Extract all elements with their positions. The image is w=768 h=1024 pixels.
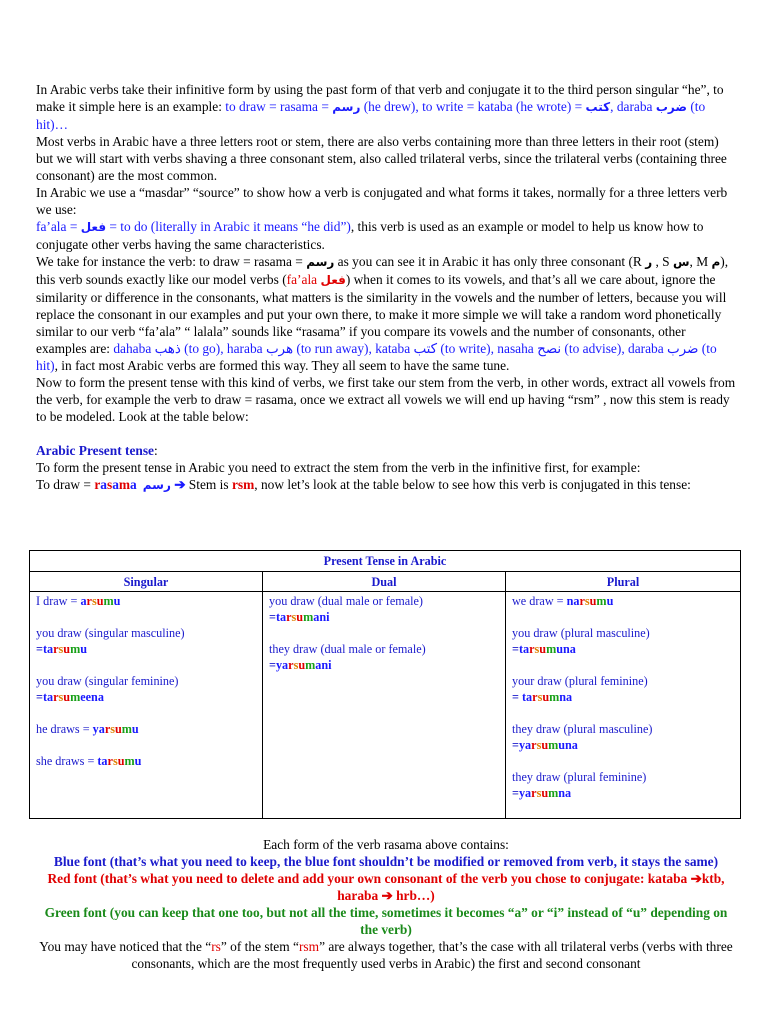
intro-paragraph-2: Most verbs in Arabic have a three letters root or stem, there are also verbs containing more than three letters in their root (stem) but we will start with verbs shaving a three consonant stem, also called trilateral verbs, since the trilateral verbs (containing three consonant) are the most common. [36, 134, 727, 183]
form-equals: = [269, 610, 276, 624]
present-tense-heading: Arabic Present tense [36, 443, 155, 458]
last-b: ” of the stem “ [220, 939, 299, 954]
plural-form [512, 593, 734, 609]
singular-form [36, 721, 256, 737]
footer-last [36, 938, 736, 972]
arabic-faala: فعل [80, 220, 107, 234]
form-label: you draw (singular feminine) [36, 674, 179, 688]
example-write: (he drew), to write = kataba (he wrote) = [360, 99, 586, 114]
p5-d: , M [689, 254, 712, 269]
p8-c: , now let’s look at the table below to see how this verb is conjugated in this tense: [254, 477, 691, 492]
example-draw: to draw = rasama = [225, 99, 333, 114]
conjugated-word: tarsumuna [518, 642, 576, 656]
form-label: I draw = [36, 594, 81, 608]
last-c: ” are always together, that’s the case with all trilateral verbs (verbs with three consonants, which are the most frequently used verbs in Arabic) the first and second consonant [131, 939, 733, 971]
intro-paragraph-6: Now to form the present tense with this kind of verbs, we first take our stem from the verb, in other words, extract all vowels from the verb, for example the verb to draw = rasama, once we extract all vowels we will end up having “rsm” , now this stem is ready to be modeled. Look at the table below: [36, 375, 736, 424]
arabic-rasama-3: رسم [142, 478, 171, 492]
singular-form [36, 625, 256, 657]
conjugated-word: narsumu [566, 594, 614, 608]
section-paragraph-2 [36, 476, 736, 494]
example-daraba: , daraba [610, 99, 656, 114]
singular-column [30, 592, 263, 819]
arabic-faala-red: فعل [320, 273, 346, 287]
dual-form [269, 641, 499, 673]
conjugated-word: arsumu [80, 594, 121, 608]
conjugated-word: yarsumani [275, 658, 332, 672]
p8-b: Stem is [188, 477, 232, 492]
conjugated-word: yarsumna [518, 786, 572, 800]
form-label: you draw (singular masculine) [36, 626, 185, 640]
conjugated-word: tarsumeena [42, 690, 104, 704]
plural-form [512, 673, 734, 705]
arabic-kataba: كتب [585, 100, 611, 114]
form-label: they draw (dual male or female) [269, 642, 426, 656]
form-equals: = [36, 642, 43, 656]
form-label: they draw (plural masculine) [512, 722, 653, 736]
form-equals: = [512, 690, 522, 704]
header-plural: Plural [506, 572, 741, 592]
p5-a: We take for instance the verb: to draw = rasama = [36, 254, 307, 269]
p5-f: ) when it comes to its vowels, and that’s all we care about, ignore the similarity or difference in the consonants, what matters is the similarity in the vowels and the number of letters, because you will replace the consonant in our examples and put your own there, to make it more simple we will take a random word phonetically similar to our verb “fa’ala” “ lalala” sounds like “rasama” if you compare its vowels and the number of consonants, other examples are: [36, 272, 727, 356]
conjugated-word: tarsumu [97, 754, 142, 768]
conjugated-word: yarsumu [92, 722, 139, 736]
arabic-letter-s: س [672, 255, 690, 269]
singular-form [36, 753, 256, 769]
arabic-rasama: رسم [332, 100, 361, 114]
conjugation-table [29, 550, 741, 819]
intro-paragraph-5 [36, 253, 736, 374]
intro-text [36, 81, 736, 494]
form-label: your draw (plural feminine) [512, 674, 648, 688]
faala-label: fa’ala = [36, 219, 81, 234]
singular-form [36, 593, 256, 609]
arrow-icon: ➔ [170, 477, 189, 492]
plural-form [512, 769, 734, 801]
last-rs: rs [211, 939, 221, 954]
footer-intro: Each form of the verb rasama above contains: [263, 837, 509, 852]
form-equals: = [269, 658, 276, 672]
legend-red: Red font (that’s what you need to delete and add your own consonant of the verb you chose to conjugate: kataba ➔ktb, haraba ➔ hrb…) [47, 871, 725, 903]
form-equals: = [512, 738, 519, 752]
form-label: she draws = [36, 754, 98, 768]
section-heading [36, 442, 736, 459]
dual-column [263, 592, 506, 819]
p8-a: To draw = [36, 477, 95, 492]
faala-example [36, 219, 351, 234]
arabic-daraba: ضرب [655, 100, 687, 114]
dual-form [269, 593, 499, 625]
intro-paragraph-3: In Arabic we use a “masdar” “source” to show how a verb is conjugated and what forms it takes, normally for a three letters verb we use: [36, 185, 728, 217]
p5-g: , in fact most Arabic verbs are formed this way. They all seem to have the same tune. [54, 358, 510, 373]
example-hit: (to hit)… [36, 99, 706, 132]
form-equals: = [512, 786, 519, 800]
faala-explanation: , this verb is used as an example or model to help us know how to conjugate other verbs having the same characteristics. [36, 219, 704, 252]
form-equals: = [36, 690, 43, 704]
p5-b: as you can see it in Arabic it has only three consonant (R [334, 254, 646, 269]
p5-examples-blue: dahaba ذهب (to go), haraba هرب (to run away), kataba كتب (to write), nasaha نصح (to advise), daraba ضرب (to hit) [36, 341, 717, 373]
section-paragraph-1: To form the present tense in Arabic you need to extract the stem from the verb in the infinitive first, for example: [36, 460, 641, 475]
stem-rsm: rsm [231, 477, 255, 492]
form-label: we draw = [512, 594, 567, 608]
form-label: he draws = [36, 722, 93, 736]
intro-paragraph-1 [36, 81, 736, 133]
spacer [36, 425, 736, 442]
conjugated-word: tarsumani [275, 610, 330, 624]
header-dual: Dual [263, 572, 506, 592]
conjugated-word: tarsumna [522, 690, 573, 704]
conjugated-word: tarsumu [42, 642, 87, 656]
header-singular: Singular [30, 572, 263, 592]
plural-column [506, 592, 741, 819]
conjugated-word: yarsumuna [518, 738, 578, 752]
arabic-letter-r: ر [645, 255, 653, 269]
last-rsm: rsm [298, 939, 320, 954]
arabic-rasama-2: رسم [306, 255, 335, 269]
singular-form [36, 673, 256, 705]
plural-form [512, 721, 734, 753]
form-equals: = [512, 642, 519, 656]
footer-text [36, 836, 736, 972]
intro-paragraph-4 [36, 218, 736, 253]
plural-form [512, 625, 734, 657]
table-title: Present Tense in Arabic [30, 551, 741, 572]
rasama-colored: rasama [94, 477, 137, 492]
p5-faala-red: fa’ala [286, 272, 321, 287]
form-label: they draw (plural feminine) [512, 770, 647, 784]
legend-blue: Blue font (that’s what you need to keep, the blue font shouldn’t be modified or removed from verb, it stays the same) [53, 854, 719, 869]
p5-c: , S [652, 254, 673, 269]
form-label: you draw (dual male or female) [269, 594, 423, 608]
legend-green: Green font (you can keep that one too, but not all the time, sometimes it becomes “a” or “i” instead of “u” depending on the verb) [44, 905, 728, 937]
intro-p1-text: In Arabic verbs take their infinitive form by using the past form of that verb and conjugate it to the third person singular “he”, to make it simple here is an example: [36, 82, 724, 114]
faala-meaning: = to do (literally in Arabic it means “he did”) [106, 219, 351, 234]
last-a: You may have noticed that the “ [39, 939, 212, 954]
form-label: you draw (plural masculine) [512, 626, 650, 640]
p5-e: ), this verb sounds exactly like our model verbs ( [36, 254, 729, 287]
heading-colon: : [154, 443, 158, 458]
arabic-letter-m: م [711, 255, 721, 269]
